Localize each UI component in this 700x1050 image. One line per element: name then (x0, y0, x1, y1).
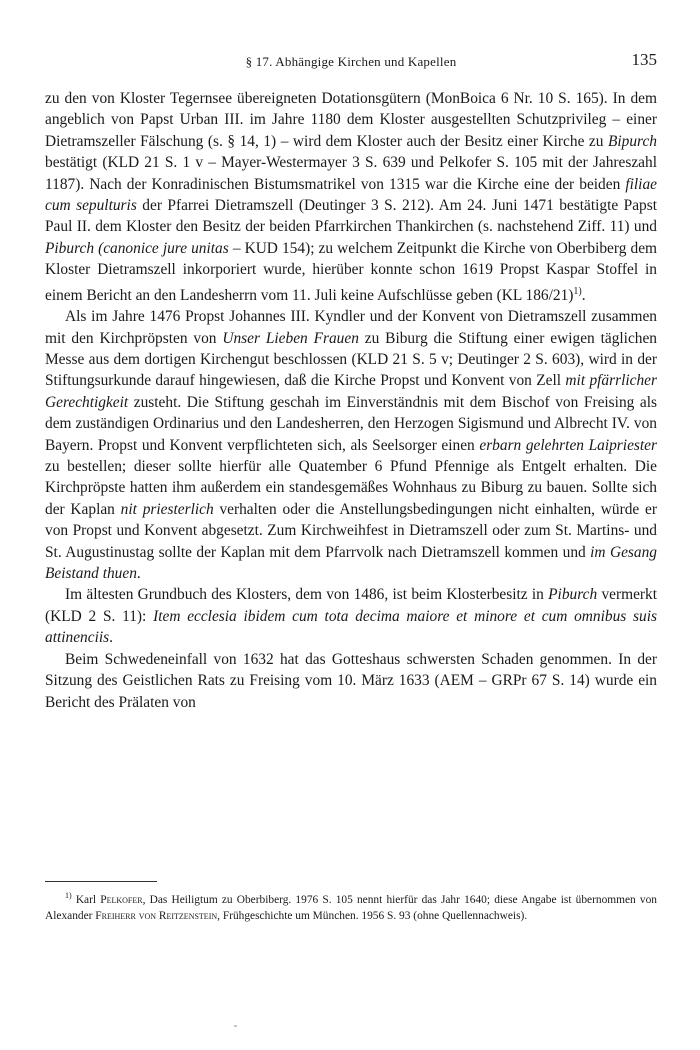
text-run: Im ältesten Grundbuch des Klosters, dem von 1486, ist beim Klosterbesitz in (65, 586, 549, 604)
italic-term: Bipurch (607, 132, 657, 150)
text-run: der Pfarrei Dietramszell (Deutinger 3 S. 212). Am 24. Juni 1471 bestätigte Papst Paul II. dem Kloster den Besitz der beiden Pfarrkirchen Thankirchen (s. nachstehend Ziff. 11) und (45, 197, 658, 236)
footnote-text: Karl (71, 893, 101, 906)
italic-term: Piburch (548, 586, 598, 604)
italic-term: Unser Lieben Frauen (222, 329, 359, 347)
italic-term: im Gesang Beistand thuen (45, 543, 657, 583)
footnote-marker: 1) (65, 891, 72, 900)
text-run: – KUD 154); zu welchem Zeitpunkt die Kirche von Oberbiberg dem Kloster Dietramszell inkorporiert wurde, hierüber konnte schon 1619 Propst Kaspar Stoffel in einem Bericht an den Landesherrn vom 11. Juli keine Aufschlüsse geben (KL 186/21) (45, 239, 657, 304)
text-run: . (109, 629, 113, 647)
footnote-text: , Das Heiligtum zu Oberbiberg. 1976 S. 105 nennt hierfür das Jahr 1640; diese Angabe ist übernommen von Alexander (45, 893, 658, 923)
author-name: Pelkofer (100, 893, 143, 906)
italic-term: mit pfärrlicher Gerechtigkeit (45, 372, 658, 411)
text-run: Als im Jahre 1476 Propst Johannes III. Kyndler und der Konvent von Dietramszell zusammen mit den Kirchpröpsten von (45, 308, 657, 347)
italic-term: nit priesterlich (120, 500, 214, 518)
page-header (45, 50, 657, 74)
text-run: verhalten oder die Anstellungsbedingungen nicht einhalten, würde er von Propst und Konvent abgesetzt. Zum Kirchweihfest in Dietramszell oder zum St. Martins- und St. Augustinustag sollte der Kaplan mit dem Pfarrvolk nach Dietramszell kommen und (45, 500, 657, 561)
paragraph-3 (45, 584, 657, 648)
text-run: zu den von Kloster Tegernsee übereigneten Dotationsgütern (MonBoica 6 Nr. 10 S. 165). In dem angeblich von Papst Urban III. im Jahre 1180 dem Kloster ausgestellten Schutzprivileg – einer Dietramszeller Fälschung (s. § 14, 1) – wird dem Kloster auch der Besitz einer Kirche zu (45, 90, 657, 150)
text-run: zu Biburg die Stiftung einer ewigen täglichen Messe aus dem dortigen Kirchengut beschlossen (KLD 21 S. 5 v; Deutinger 2 S. 603), wird in der Stiftungsurkunde darauf hingewiesen, daß die Kirche Propst und Konvent von Zell (45, 329, 658, 390)
text-run: zu bestellen; dieser sollte hierfür alle Quatember 6 Pfund Pfennige als Entgelt erhalten. Die Kirchpröpste hatten ihm außerdem ein standesgemäßes Wohnhaus zu Biburg zu bauen. Sollte sich der Kaplan (45, 458, 657, 518)
footnote (45, 888, 657, 925)
text-run: . (136, 565, 141, 583)
footnote-reference: 1) (573, 285, 582, 297)
author-name: Freiherr von Reitzenstein (95, 910, 218, 923)
italic-term: filiae cum sepulturis (45, 175, 657, 215)
scan-speck (234, 1025, 237, 1027)
italic-term: Piburch (canonice jure unitas (45, 239, 229, 257)
italic-quote: Item ecclesia ibidem cum tota decima maiore et minore et cum omnibus suis attinenciis (45, 607, 657, 647)
page-number: 135 (631, 50, 657, 69)
paragraph-1 (45, 88, 657, 306)
text-run: zusteht. Die Stiftung geschah im Einverständnis mit dem Bischof von Freising als dem zuständigen Ordinarius und den Landesherren, den Herzogen Sigismund und Albrecht IV. von Bayern. Propst und Konvent verpflichteten sich, als Seelsorger einen (45, 393, 657, 454)
text-run: vermerkt (KLD 2 S. 11): (45, 586, 657, 625)
body-text (45, 88, 657, 713)
text-run: Beim Schwedeneinfall von 1632 hat das Gotteshaus schwersten Schaden genommen. In der Sitzung des Geistlichen Rats zu Freising vom 10. März 1633 (AEM – GRPr 67 S. 14) wurde ein Bericht des Prälaten von (45, 650, 657, 711)
paragraph-2 (45, 306, 657, 584)
text-run: . (581, 286, 586, 304)
footnote-rule (45, 881, 157, 882)
italic-term: erbarn gelehrten Laipriester (479, 436, 657, 454)
running-title: § 17. Abhängige Kirchen und Kapellen (245, 54, 457, 69)
footnote-text: , Frühgeschichte um München. 1956 S. 93 (ohne Quellennachweis). (217, 910, 528, 923)
paragraph-4 (45, 649, 657, 713)
text-run: bestätigt (KLD 21 S. 1 v – Mayer-Westermayer 3 S. 639 und Pelkofer S. 105 mit der Jahreszahl 1187). Nach der Konradinischen Bistumsmatrikel von 1315 war die Kirche eine der beiden (45, 154, 657, 193)
